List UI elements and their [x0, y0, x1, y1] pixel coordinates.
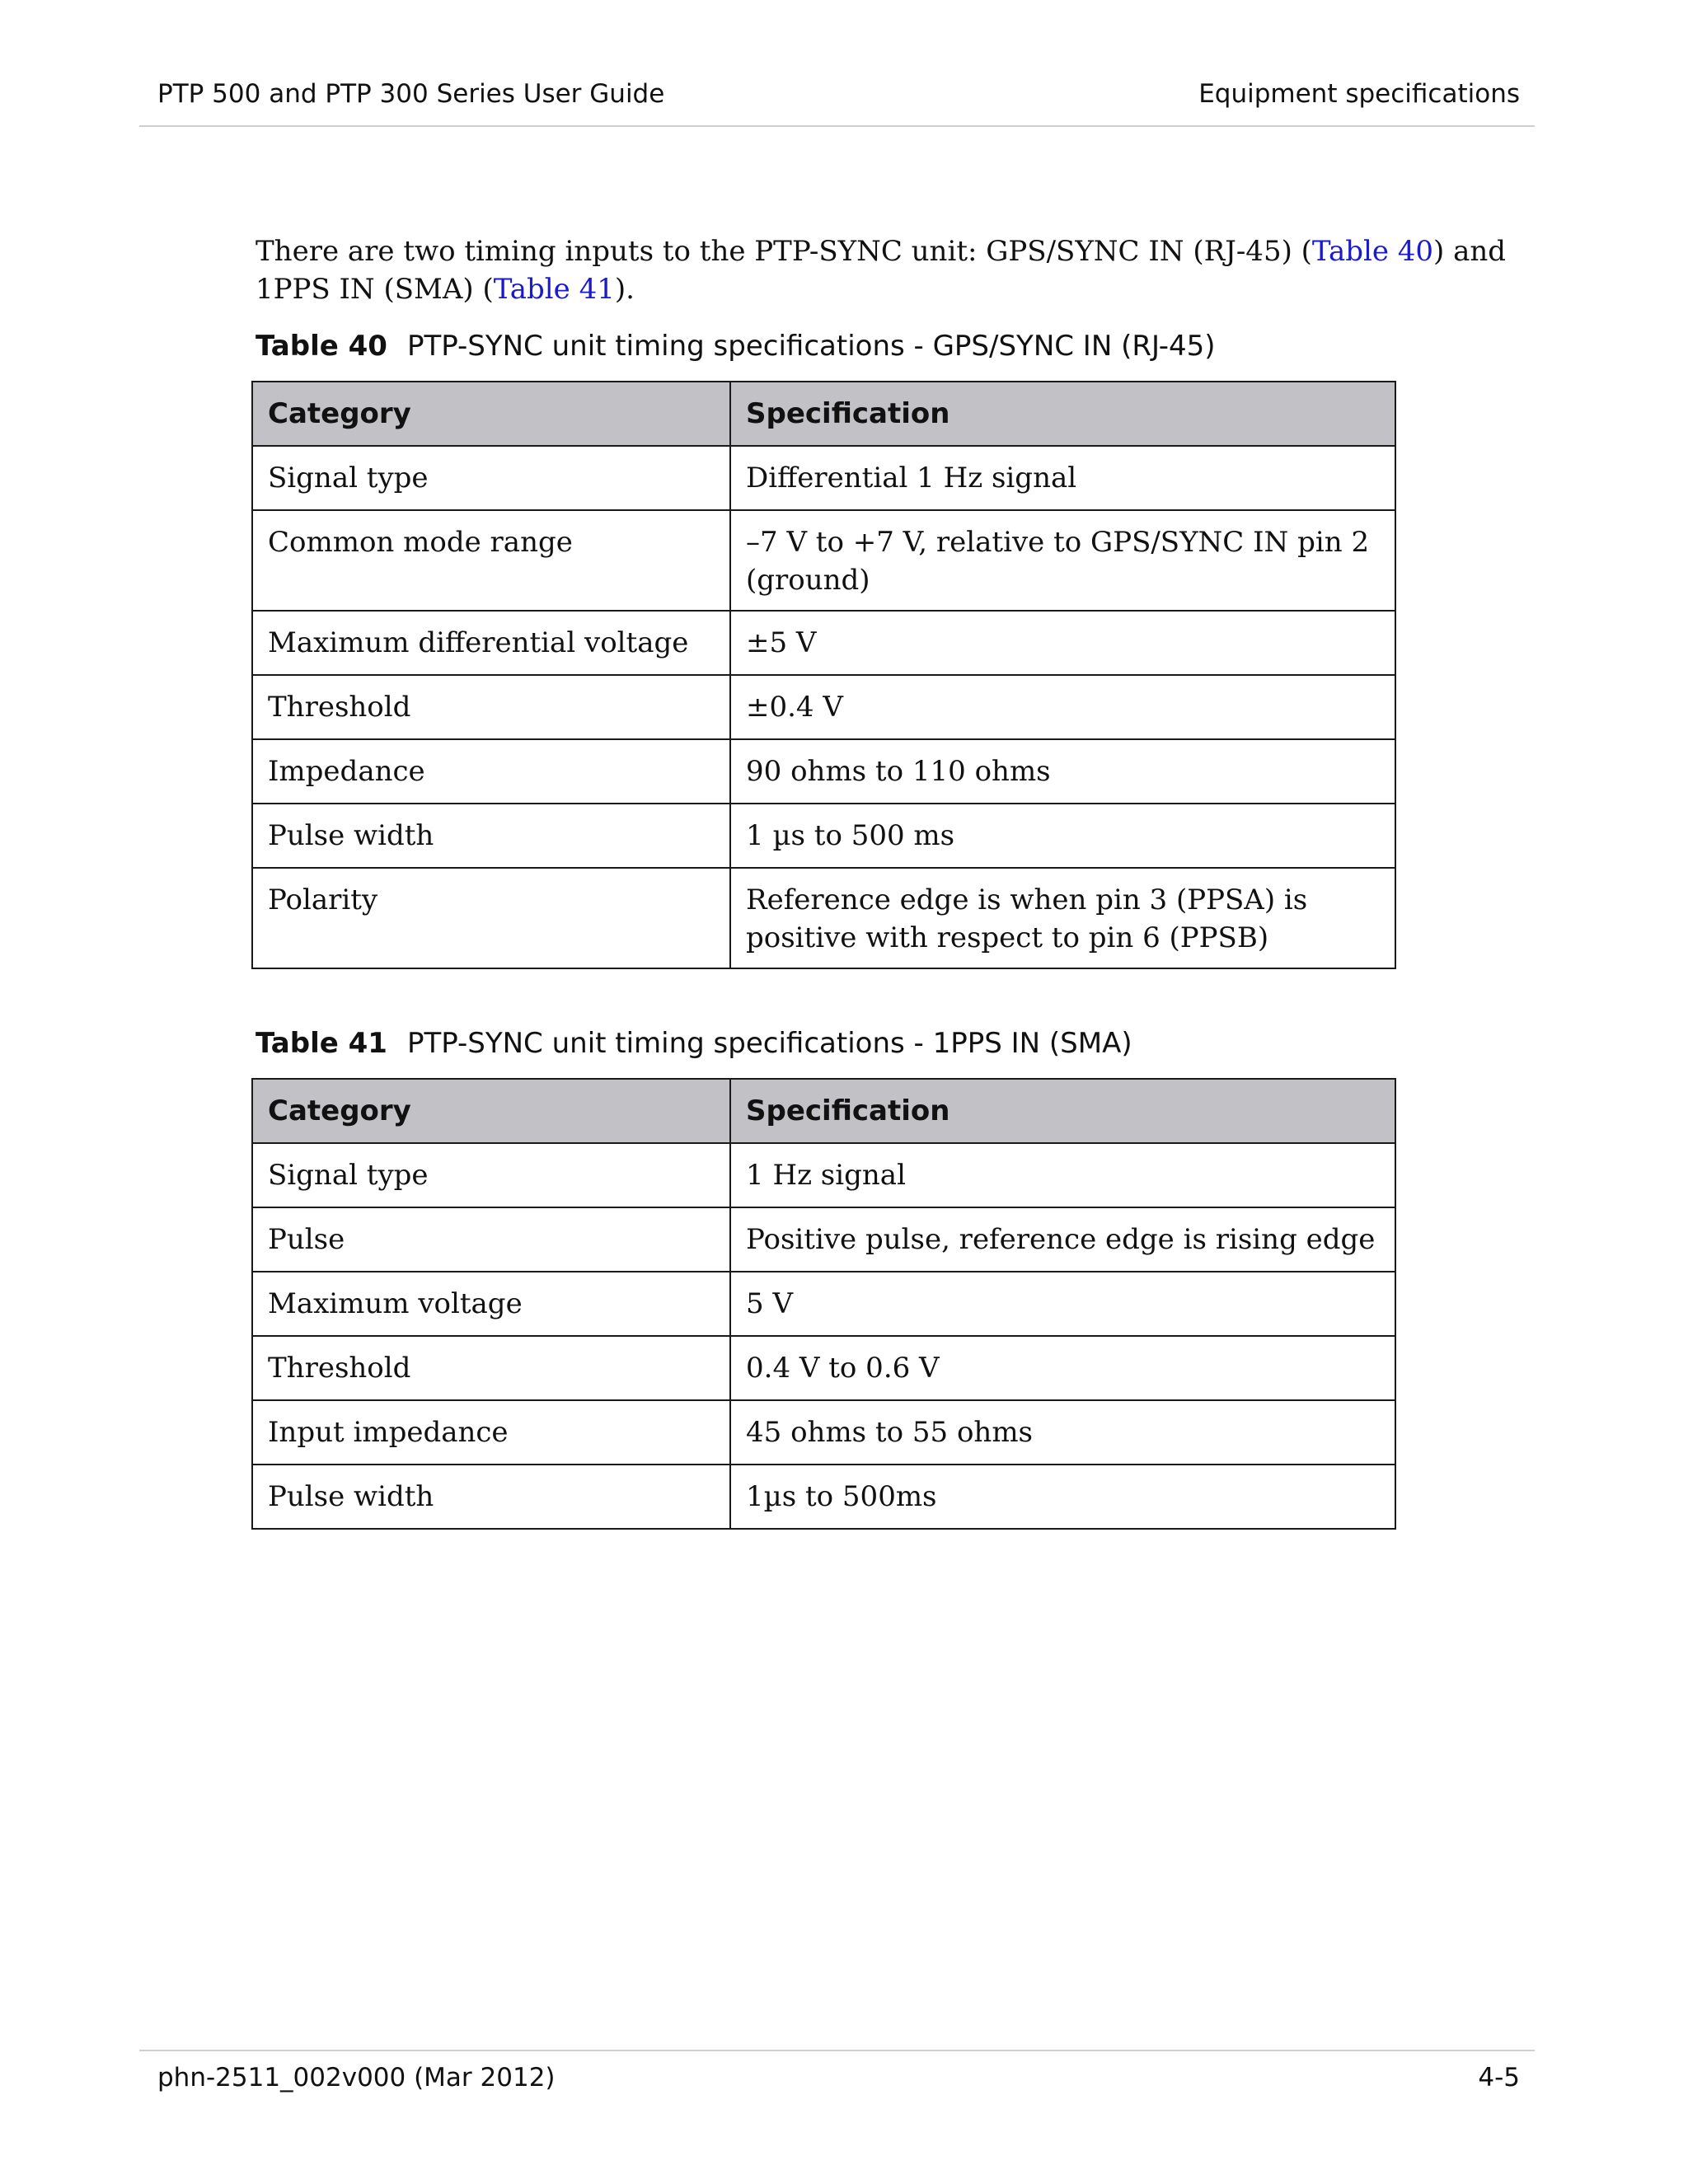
table-41-caption-title: PTP-SYNC unit timing specifications - 1PPS IN (SMA): [406, 1027, 1132, 1060]
table-row: [252, 1400, 1395, 1465]
header-document-title: PTP 500 and PTP 300 Series User Guide: [157, 79, 665, 109]
table-41-caption: [256, 1025, 1132, 1062]
category-cell: Maximum differential voltage: [252, 611, 730, 675]
table-40-caption: [256, 328, 1216, 364]
specification-cell: ±0.4 V: [730, 675, 1395, 739]
table-row: [252, 510, 1395, 611]
category-cell: Input impedance: [252, 1400, 730, 1465]
specification-cell: –7 V to +7 V, relative to GPS/SYNC IN pin 2 (ground): [730, 510, 1395, 611]
table-row: [252, 1272, 1395, 1336]
specification-cell: 45 ohms to 55 ohms: [730, 1400, 1395, 1465]
table-row: [252, 611, 1395, 675]
page-header: [139, 77, 1520, 110]
category-cell: Impedance: [252, 739, 730, 804]
table-40-link[interactable]: Table 40: [1311, 235, 1434, 268]
specification-cell: 0.4 V to 0.6 V: [730, 1336, 1395, 1400]
table-row: [252, 804, 1395, 868]
specification-cell: 1µs to 500ms: [730, 1465, 1395, 1529]
specification-cell: 1 µs to 500 ms: [730, 804, 1395, 868]
page-footer: [139, 2060, 1520, 2095]
specification-cell: Positive pulse, reference edge is rising edge: [730, 1207, 1395, 1272]
table-40-caption-title: PTP-SYNC unit timing specifications - GPS/SYNC IN (RJ-45): [406, 330, 1216, 363]
table-41-link[interactable]: Table 41: [493, 273, 615, 306]
category-cell: Pulse: [252, 1207, 730, 1272]
specification-cell: Differential 1 Hz signal: [730, 446, 1395, 510]
intro-text-after: ).: [614, 273, 635, 306]
table-40: [251, 381, 1396, 969]
intro-text-middle: ) and 1PPS IN (SMA) (: [256, 235, 1507, 306]
table-row: [252, 739, 1395, 804]
page-number: 4-5: [1478, 2063, 1520, 2093]
footer-document-id: phn-2511_002v000 (Mar 2012): [157, 2063, 556, 2093]
category-cell: Common mode range: [252, 510, 730, 611]
footer-divider: [139, 2050, 1535, 2051]
column-header-specification: Specification: [730, 382, 1395, 446]
intro-text-before: There are two timing inputs to the PTP-SYNC unit: GPS/SYNC IN (RJ-45) (: [256, 235, 1312, 268]
category-cell: Pulse width: [252, 804, 730, 868]
category-cell: Maximum voltage: [252, 1272, 730, 1336]
table-row: [252, 1143, 1395, 1207]
header-divider: [139, 125, 1535, 127]
specification-cell: 5 V: [730, 1272, 1395, 1336]
table-40-caption-number: Table 40: [256, 330, 387, 363]
specification-cell: 90 ohms to 110 ohms: [730, 739, 1395, 804]
column-header-category: Category: [252, 382, 730, 446]
table-row: [252, 446, 1395, 510]
intro-paragraph: [256, 232, 1525, 308]
specification-cell: 1 Hz signal: [730, 1143, 1395, 1207]
column-header-category: Category: [252, 1079, 730, 1143]
table-header-row: [252, 382, 1395, 446]
table-row: [252, 868, 1395, 968]
category-cell: Signal type: [252, 1143, 730, 1207]
table-row: [252, 1207, 1395, 1272]
category-cell: Pulse width: [252, 1465, 730, 1529]
category-cell: Threshold: [252, 1336, 730, 1400]
table-41: [251, 1078, 1396, 1530]
table-41-caption-number: Table 41: [256, 1027, 387, 1060]
table-row: [252, 675, 1395, 739]
specification-cell: Reference edge is when pin 3 (PPSA) is positive with respect to pin 6 (PPSB): [730, 868, 1395, 968]
table-row: [252, 1465, 1395, 1529]
table-row: [252, 1336, 1395, 1400]
table-header-row: [252, 1079, 1395, 1143]
header-section-title: Equipment specifications: [1198, 79, 1520, 109]
column-header-specification: Specification: [730, 1079, 1395, 1143]
specification-cell: ±5 V: [730, 611, 1395, 675]
category-cell: Signal type: [252, 446, 730, 510]
category-cell: Threshold: [252, 675, 730, 739]
category-cell: Polarity: [252, 868, 730, 968]
